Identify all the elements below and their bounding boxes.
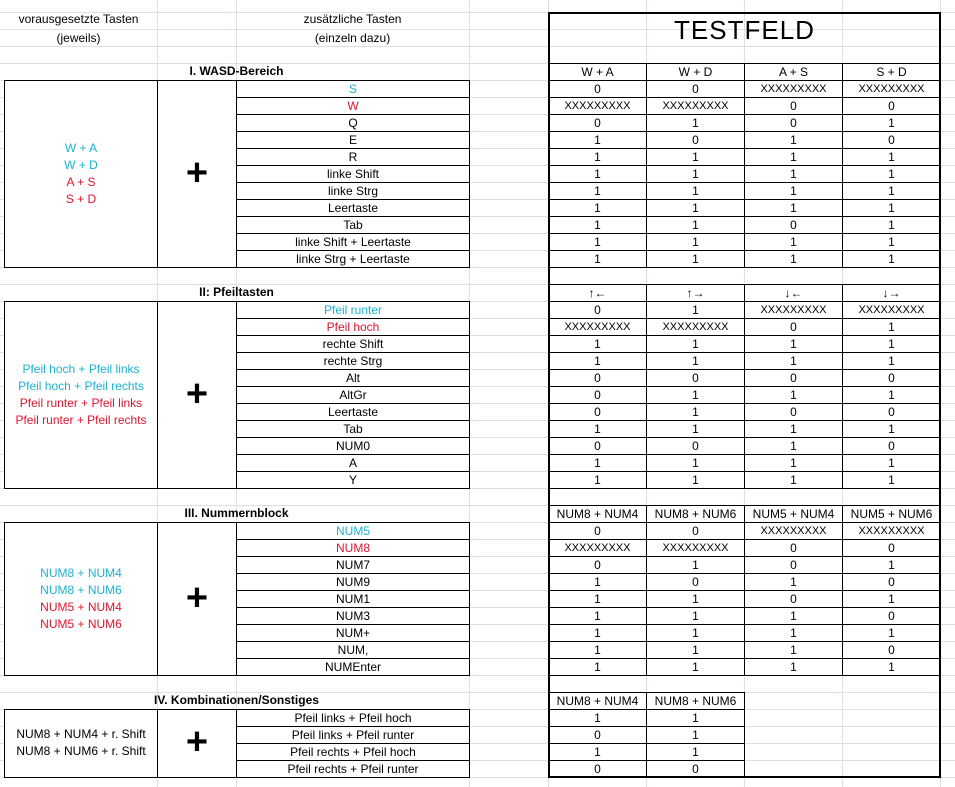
test-value: 1 [646,335,745,353]
test-value: 1 [548,216,647,234]
test-value: 1 [548,743,647,761]
test-value: 0 [646,131,745,149]
test-value: 1 [646,556,745,574]
test-value: 1 [548,624,647,642]
test-value: 0 [548,760,647,778]
group-label: Pfeil hoch + Pfeil links [22,361,140,376]
test-value: 1 [744,641,843,659]
key-row: R [236,148,470,166]
test-value: 1 [548,131,647,149]
test-value: 0 [744,114,843,132]
group-label: NUM8 + NUM6 [40,582,122,597]
key-row: NUM1 [236,590,470,608]
key-row: NUM9 [236,573,470,591]
test-value: 1 [548,658,647,676]
test-value: 1 [842,114,941,132]
group-label: Pfeil runter + Pfeil rechts [15,412,147,427]
test-value: 0 [744,403,843,421]
test-value: 1 [646,658,745,676]
key-row: E [236,131,470,149]
key-row: NUMEnter [236,658,470,676]
test-value: 1 [744,420,843,438]
test-value: 1 [744,454,843,472]
group-label: W + D [64,157,98,172]
test-value: 1 [842,199,941,217]
key-row: Tab [236,420,470,438]
test-value: 1 [842,624,941,642]
group-label: NUM5 + NUM6 [40,616,122,631]
group-label: Pfeil runter + Pfeil links [19,395,143,410]
test-value: 1 [548,590,647,608]
test-value: 0 [646,522,745,540]
testfeld-col-header: ↑→ [646,284,745,302]
testfeld-title: TESTFELD [674,15,815,45]
header-left-sub: (jeweils) [56,31,101,45]
test-value: 1 [646,420,745,438]
test-value: 1 [646,726,745,744]
test-value: 1 [842,250,941,268]
key-row: NUM+ [236,624,470,642]
test-value: 1 [744,233,843,251]
key-row: linke Shift + Leertaste [236,233,470,251]
test-value: 0 [744,556,843,574]
key-row: Pfeil runter [236,301,470,319]
test-value: 0 [646,80,745,98]
header-mid-sub: (einzeln dazu) [314,31,391,45]
section-title: II: Pfeiltasten [199,285,274,299]
test-value: 0 [646,369,745,387]
test-value: 1 [548,573,647,591]
test-value: XXXXXXXXX [842,80,941,98]
test-value: 1 [744,182,843,200]
test-value: 1 [548,335,647,353]
key-row: Pfeil links + Pfeil runter [236,726,470,744]
test-value: 0 [842,573,941,591]
test-value: XXXXXXXXX [548,97,647,115]
group-label: NUM8 + NUM4 + r. Shift [16,727,146,741]
test-value: 1 [744,658,843,676]
test-value: 1 [646,386,745,404]
group-label: NUM8 + NUM4 [40,565,122,580]
test-value: 1 [548,148,647,166]
test-value: 1 [646,216,745,234]
test-value: 1 [744,335,843,353]
test-value: 1 [744,386,843,404]
header-mid: zusätzliche Tasten [303,12,402,26]
test-value: 1 [548,165,647,183]
test-value: XXXXXXXXX [548,318,647,336]
key-row: linke Strg + Leertaste [236,250,470,268]
testfeld-col-header: NUM5 + NUM4 [744,505,843,523]
test-value: 0 [646,760,745,778]
test-value: 1 [842,148,941,166]
test-value: 0 [548,556,647,574]
test-value: 1 [842,420,941,438]
test-value: XXXXXXXXX [646,318,745,336]
group-label: NUM8 + NUM6 + r. Shift [16,744,146,758]
key-row: NUM3 [236,607,470,625]
testfeld-col-header: NUM8 + NUM4 [548,692,647,710]
test-value: 1 [842,556,941,574]
test-value: 1 [646,454,745,472]
test-value: 1 [842,182,941,200]
test-value: 1 [548,709,647,727]
test-value: 1 [744,199,843,217]
test-value: 0 [548,80,647,98]
section-title: I. WASD-Bereich [189,64,284,78]
test-value: 1 [744,624,843,642]
test-value: 1 [842,658,941,676]
group-label: A + S [66,174,96,189]
test-value: 1 [646,641,745,659]
test-value: 0 [744,216,843,234]
test-value: 0 [842,369,941,387]
group-label: NUM5 + NUM4 [40,599,122,614]
key-row: A [236,454,470,472]
test-value: 1 [842,352,941,370]
key-row: Alt [236,369,470,387]
group-label: S + D [65,191,97,206]
testfeld-col-header: A + S [744,63,843,81]
testfeld-col-header: NUM8 + NUM6 [646,505,745,523]
key-row: NUM0 [236,437,470,455]
test-value: 1 [548,641,647,659]
test-value: 1 [646,590,745,608]
test-value: 0 [744,318,843,336]
test-value: 1 [646,165,745,183]
section-title: IV. Kombinationen/Sonstiges [154,693,319,707]
test-value: 1 [646,709,745,727]
test-value: 0 [646,437,745,455]
key-row: NUM7 [236,556,470,574]
test-value: 1 [842,216,941,234]
test-value: 0 [646,573,745,591]
test-value: 0 [548,386,647,404]
test-value: 1 [646,199,745,217]
testfeld-col-header: NUM5 + NUM6 [842,505,941,523]
testfeld-col-header: ↓→ [842,284,941,302]
test-value: 0 [548,403,647,421]
header-left: vorausgesetzte Tasten [18,12,139,26]
test-value: 1 [646,352,745,370]
key-row: Pfeil links + Pfeil hoch [236,709,470,727]
test-value: 1 [842,318,941,336]
test-value: 0 [548,114,647,132]
test-value: XXXXXXXXX [548,539,647,557]
test-value: XXXXXXXXX [646,539,745,557]
test-value: 1 [744,148,843,166]
test-value: 1 [646,743,745,761]
key-row: Q [236,114,470,132]
test-value: 0 [548,437,647,455]
test-value: 0 [744,539,843,557]
test-value: 0 [744,590,843,608]
test-value: 0 [548,301,647,319]
test-value: XXXXXXXXX [744,522,843,540]
test-value: 1 [646,233,745,251]
test-value: 1 [842,590,941,608]
test-value: XXXXXXXXX [646,97,745,115]
plus-sign: + [185,721,209,763]
test-value: 0 [548,369,647,387]
key-row: Y [236,471,470,489]
test-value: 1 [646,607,745,625]
plus-sign: + [185,576,209,619]
key-row: Leertaste [236,199,470,217]
test-value: 1 [646,182,745,200]
key-row: rechte Shift [236,335,470,353]
test-value: 0 [744,97,843,115]
key-row: S [236,80,470,98]
test-value: 1 [548,471,647,489]
test-value: 1 [646,624,745,642]
key-row: NUM, [236,641,470,659]
key-row: linke Strg [236,182,470,200]
test-value: 0 [842,403,941,421]
key-row: Pfeil rechts + Pfeil runter [236,760,470,778]
test-value: 0 [842,607,941,625]
test-value: XXXXXXXXX [744,301,843,319]
test-value: 0 [842,437,941,455]
test-value: XXXXXXXXX [842,522,941,540]
test-value: 0 [842,131,941,149]
key-row: NUM5 [236,522,470,540]
group-label: Pfeil hoch + Pfeil rechts [18,378,144,393]
test-value: 1 [646,403,745,421]
test-value: 1 [646,471,745,489]
test-value: 1 [744,573,843,591]
key-row: W [236,97,470,115]
test-value: 0 [842,539,941,557]
group-label: W + A [64,140,98,155]
test-value: 1 [744,165,843,183]
key-row: AltGr [236,386,470,404]
test-value: 1 [548,607,647,625]
test-value: 1 [744,352,843,370]
test-value: 1 [744,607,843,625]
plus-sign: + [185,151,209,194]
test-value: 1 [842,233,941,251]
test-value: 1 [744,437,843,455]
test-value: 1 [548,420,647,438]
plus-sign: + [185,372,209,415]
test-value: 1 [646,114,745,132]
test-value: 1 [646,301,745,319]
key-row: Tab [236,216,470,234]
test-value: 1 [548,250,647,268]
test-value: 1 [646,250,745,268]
testfeld-col-header: ↓← [744,284,843,302]
test-value: XXXXXXXXX [744,80,843,98]
test-value: 1 [842,335,941,353]
test-value: 1 [548,182,647,200]
test-value: 1 [842,386,941,404]
test-value: 1 [548,199,647,217]
testfeld-col-header: W + D [646,63,745,81]
testfeld-col-header: W + A [548,63,647,81]
test-value: 1 [842,165,941,183]
test-value: 1 [548,352,647,370]
key-row: NUM8 [236,539,470,557]
test-value: 0 [548,522,647,540]
test-value: 1 [842,471,941,489]
test-value: 0 [842,641,941,659]
testfeld-col-header: S + D [842,63,941,81]
key-row: Leertaste [236,403,470,421]
test-value: 1 [842,454,941,472]
test-value: 0 [744,369,843,387]
test-value: 0 [548,726,647,744]
test-value: 1 [744,250,843,268]
key-row: linke Shift [236,165,470,183]
key-row: Pfeil rechts + Pfeil hoch [236,743,470,761]
key-row: rechte Strg [236,352,470,370]
test-value: 0 [842,97,941,115]
testfeld-col-header: NUM8 + NUM4 [548,505,647,523]
testfeld-col-header: NUM8 + NUM6 [646,692,745,710]
section-title: III. Nummernblock [184,506,289,520]
key-row: Pfeil hoch [236,318,470,336]
testfeld-col-header: ↑← [548,284,647,302]
test-value: XXXXXXXXX [842,301,941,319]
test-value: 1 [744,471,843,489]
test-value: 1 [744,131,843,149]
test-value: 1 [548,454,647,472]
test-value: 1 [646,148,745,166]
test-value: 1 [548,233,647,251]
